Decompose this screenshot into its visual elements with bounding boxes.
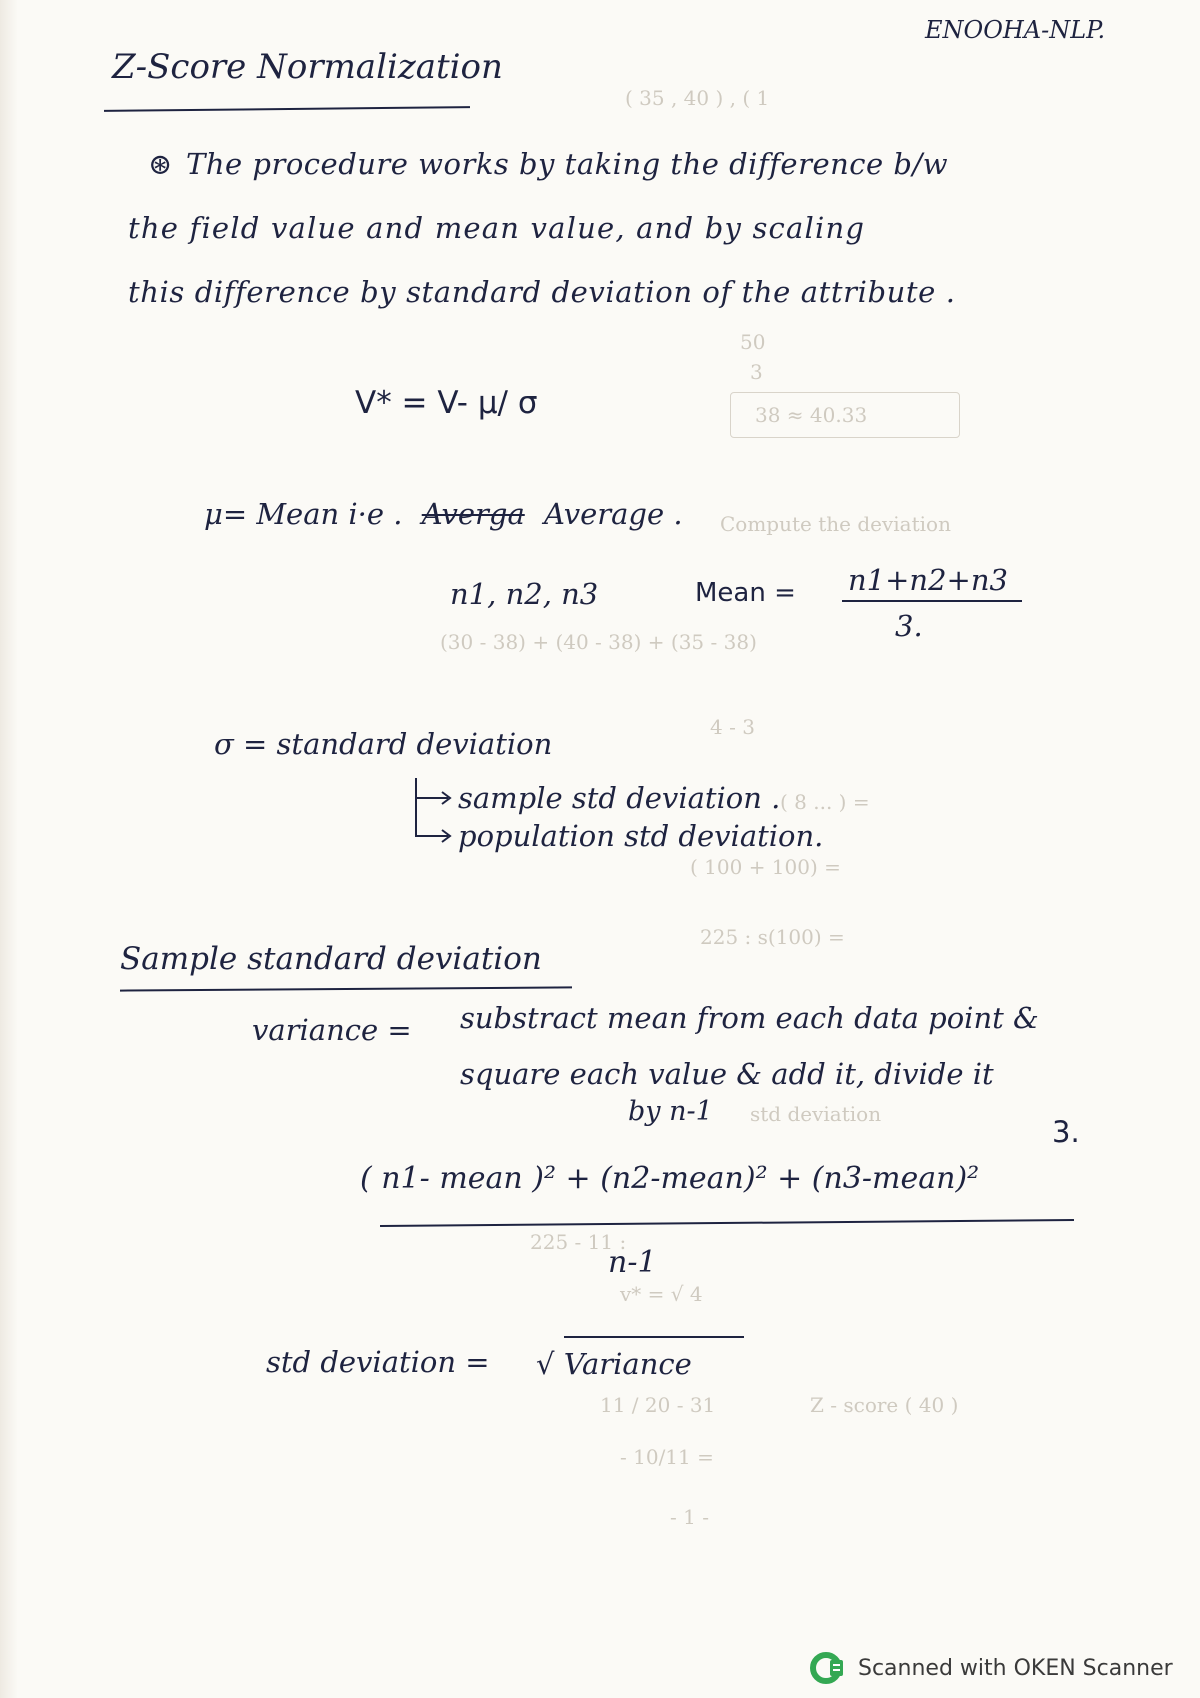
scanner-watermark — [810, 1648, 1190, 1688]
zscore-formula: V* = V- μ/ σ — [355, 385, 538, 421]
mean-fraction-bar — [842, 600, 1022, 602]
sigma-definition: σ = standard deviation — [214, 727, 553, 761]
section-underline — [120, 986, 572, 991]
header-tag: ENOOHA-NLP. — [925, 16, 1106, 44]
mu-struck-word: Averga — [421, 497, 525, 531]
mean-label: Mean = — [695, 578, 796, 608]
scanner-text: Scanned with OKEN Scanner — [858, 1655, 1173, 1681]
intro-line-1: The procedure works by taking the difference b/w — [186, 147, 949, 181]
section-heading: Sample standard deviation — [120, 941, 542, 977]
sigma-branch-sample: sample std deviation . — [458, 781, 781, 815]
variance-numerator: ( n1- mean )² + (n2-mean)² + (n3-mean)² — [360, 1161, 980, 1196]
intro-line-2: the field value and mean value, and by scaling — [128, 211, 866, 245]
std-deviation-value: √ Variance — [536, 1347, 692, 1381]
intro-line-3: this difference by standard deviation of the attribute . — [128, 275, 956, 309]
mean-numerator: n1+n2+n3 — [848, 563, 1008, 597]
mean-denominator: 3. — [895, 609, 923, 643]
variance-line-2: square each value & add it, divide it — [460, 1057, 994, 1091]
page-edge-shadow — [0, 0, 18, 1698]
variance-line-3: by n-1 — [628, 1096, 713, 1127]
bullet-icon: ⊛ — [148, 147, 173, 181]
title-underline — [104, 106, 470, 112]
variance-label: variance = — [252, 1013, 412, 1047]
sqrt-overline — [564, 1336, 744, 1338]
oken-scanner-logo-icon — [810, 1650, 846, 1686]
variance-line-1: substract mean from each data point & — [460, 1001, 1039, 1035]
mu-average: Average . — [543, 497, 683, 531]
page-title: Z-Score Normalization — [112, 47, 503, 87]
variance-fraction-bar — [380, 1219, 1074, 1227]
notebook-page: ( 35 , 40 ) , ( 1 50 3 38 ≈ 40.33 Compute the deviation (30 - 38) + (40 - 38) + (35 - 38) 4 - 3 ( 8 ... ) = ( 100 + 100) = 225 : s(100) = std deviation 225 - 11 : v* = √ 4 11 / 20 - 31 Z - score ( 40 ) - 10/11 = - 1 - ENOOHA-NLP. Z-Score Normalization ⊛ The procedure works by taking the difference b/w the field value and mean value, and by scaling this difference by standard deviation of the attribute . V* = V- μ/ σ μ= Mean i·e . Averga Average . n1, n2, n3 Mean = n1+n2+n3 3. σ = standard deviation sample std deviation . population std deviation. Sample standard deviation variance = substract mean from each data point & square each value & add it, divide it by n-1 3. ( n1- mean )² + (n2-mean)² + (n3-mean)² n-1 std deviation = √ Variance Scanned with OKEN Scanner — [0, 0, 1200, 1698]
sample-count-note: 3. — [1052, 1115, 1080, 1149]
mu-definition — [204, 497, 683, 531]
mu-label: μ= Mean i·e . — [204, 497, 403, 531]
sigma-branch-population: population std deviation. — [458, 819, 824, 853]
mean-variables: n1, n2, n3 — [450, 577, 599, 611]
std-deviation-label: std deviation = — [266, 1345, 490, 1379]
variance-denominator: n-1 — [608, 1245, 657, 1280]
